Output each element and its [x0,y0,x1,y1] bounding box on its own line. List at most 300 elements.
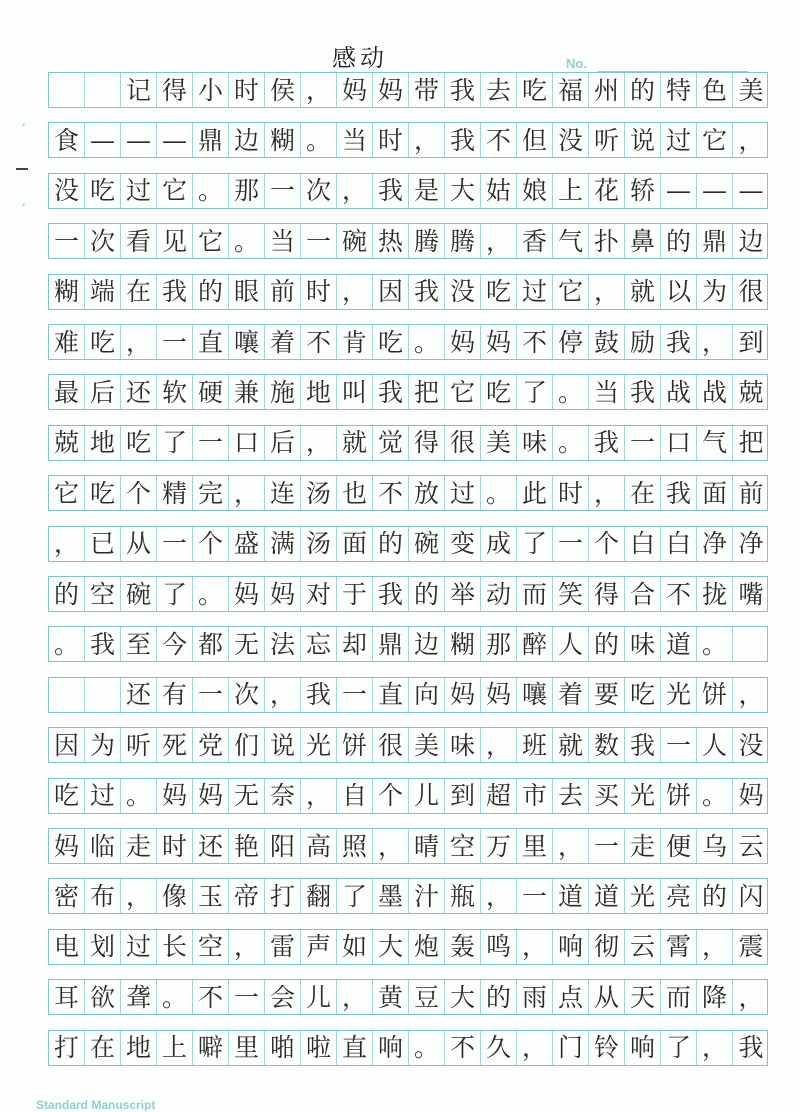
writing-grid [48,72,768,1080]
grid-cell: 于 [337,577,373,611]
grid-cell: 我 [445,73,481,107]
grid-cell: 墨 [373,879,409,913]
grid-cell: ， [589,476,625,510]
grid-cell: 是 [409,174,445,208]
grid-cell: 次 [301,174,337,208]
grid-cell: 直 [337,1031,373,1065]
grid-cell: 励 [625,325,661,359]
manuscript-row [48,929,768,965]
grid-cell: 还 [121,375,157,409]
grid-cell: 艳 [229,829,265,863]
grid-cell: 去 [553,779,589,813]
grid-cell: 叫 [337,375,373,409]
grid-cell: 肯 [337,325,373,359]
grid-cell: 一 [661,728,697,762]
grid-cell: 的 [625,73,661,107]
grid-cell: 州 [589,73,625,107]
binding-dot-bottom: • [22,200,26,210]
grid-cell: 。 [157,980,193,1014]
grid-cell: 时 [553,476,589,510]
grid-cell: 嚷 [517,678,553,712]
grid-cell: — [661,174,697,208]
grid-cell: 白 [625,527,661,561]
grid-cell: 把 [409,375,445,409]
grid-cell: 得 [157,73,193,107]
grid-cell: 看 [121,224,157,258]
grid-cell: 它 [49,476,85,510]
grid-cell: 动 [481,577,517,611]
grid-cell: 奈 [265,779,301,813]
grid-cell: 上 [157,1031,193,1065]
manuscript-row [48,274,768,310]
grid-cell: 把 [738,428,764,458]
grid-cell: ， [337,174,373,208]
grid-cell: 难 [49,325,85,359]
grid-cell: 如 [337,930,373,964]
grid-cell: 们 [229,728,265,762]
grid-cell: 妈 [265,577,301,611]
grid-cell: 软 [157,375,193,409]
grid-cell: 一 [157,325,193,359]
grid-cell: 打 [265,879,301,913]
grid-cell: ， [517,930,553,964]
grid-cell: 就 [553,728,589,762]
grid-cell: 吃 [481,375,517,409]
grid-cell: 点 [553,980,589,1014]
grid-cell: 妈 [49,829,85,863]
grid-cell: 它 [697,123,733,157]
grid-cell: 黄 [373,980,409,1014]
grid-cell: 满 [265,527,301,561]
manuscript-row [48,475,768,511]
grid-cell: 铃 [589,1031,625,1065]
grid-cell: ， [517,1031,553,1065]
grid-cell: 碗 [337,224,373,258]
grid-cell: 响 [625,1031,661,1065]
grid-cell: 鼎 [697,224,733,258]
grid-cell: 到 [445,779,481,813]
grid-cell: 吃 [481,275,517,309]
grid-cell: 轿 [625,174,661,208]
grid-cell: 美 [738,75,764,105]
grid-cell: 对 [301,577,337,611]
grid-cell: 美 [409,728,445,762]
grid-cell: 没 [49,174,85,208]
grid-cell: 而 [517,577,553,611]
grid-cell: 气 [553,224,589,258]
grid-cell: 了 [157,426,193,460]
grid-cell: 边 [229,123,265,157]
grid-cell: 从 [121,527,157,561]
grid-cell: 。 [553,426,589,460]
manuscript-row [48,979,768,1015]
grid-cell: 。 [193,174,229,208]
grid-cell: 啦 [301,1031,337,1065]
grid-cell: 门 [553,1031,589,1065]
grid-cell: 数 [589,728,625,762]
grid-cell: 口 [229,426,265,460]
grid-cell: 福 [553,73,589,107]
grid-cell: 到 [738,327,764,357]
manuscript-row [48,425,768,461]
grid-cell: 饼 [337,728,373,762]
grid-cell: 一 [229,980,265,1014]
grid-cell: ， [738,680,764,710]
grid-cell: 热 [373,224,409,258]
grid-cell: 。 [121,779,157,813]
grid-cell: 合 [625,577,661,611]
essay-title: 感动 [332,44,388,72]
manuscript-row [48,878,768,914]
grid-cell: 不 [481,123,517,157]
grid-cell: 时 [229,73,265,107]
grid-cell: ， [738,982,764,1012]
grid-cell: 道 [553,879,589,913]
grid-cell: 停 [553,325,589,359]
grid-cell: 当 [337,123,373,157]
grid-cell: 党 [193,728,229,762]
grid-cell: 我 [661,325,697,359]
grid-cell: 端 [85,275,121,309]
grid-cell [49,678,85,712]
grid-cell: 时 [301,275,337,309]
grid-cell: 吃 [85,325,121,359]
grid-cell: 儿 [409,779,445,813]
grid-cell: ， [697,930,733,964]
grid-cell: ， [738,125,764,155]
grid-cell: 面 [697,476,733,510]
grid-cell: 妈 [445,325,481,359]
grid-cell: 打 [49,1031,85,1065]
grid-cell: 味 [625,627,661,661]
grid-cell: 吃 [517,73,553,107]
grid-cell: 雨 [517,980,553,1014]
grid-cell: 侯 [265,73,301,107]
grid-cell: 不 [517,325,553,359]
grid-cell: 不 [193,980,229,1014]
manuscript-row [48,122,768,158]
grid-cell: 布 [85,879,121,913]
grid-cell: 糊 [49,275,85,309]
grid-cell: 后 [85,375,121,409]
grid-cell: 前 [265,275,301,309]
grid-cell [85,73,121,107]
grid-cell: 了 [517,375,553,409]
grid-cell: 自 [337,779,373,813]
grid-cell: 个 [589,527,625,561]
grid-cell: 吃 [121,426,157,460]
grid-cell: 今 [157,627,193,661]
grid-cell: 欲 [85,980,121,1014]
grid-cell: 至 [121,627,157,661]
grid-cell: 噼 [193,1031,229,1065]
grid-cell: 气 [697,426,733,460]
grid-cell: 瓶 [445,879,481,913]
grid-cell: 的 [409,577,445,611]
grid-cell: 它 [157,174,193,208]
grid-cell: 震 [738,932,764,962]
grid-cell: 炮 [409,930,445,964]
grid-cell: 食 [49,123,85,157]
grid-cell: 的 [697,879,733,913]
grid-cell: 一 [265,174,301,208]
grid-cell: 我 [373,375,409,409]
grid-cell: 汤 [301,527,337,561]
grid-cell: 。 [553,375,589,409]
grid-cell: 乌 [697,829,733,863]
grid-cell: 为 [697,275,733,309]
grid-cell: 里 [517,829,553,863]
grid-cell: 次 [229,678,265,712]
grid-cell: 鼓 [589,325,625,359]
grid-cell: 盛 [229,527,265,561]
manuscript-row [48,173,768,209]
grid-cell: 人 [697,728,733,762]
grid-cell: 着 [553,678,589,712]
grid-cell: 无 [229,779,265,813]
grid-cell: 不 [301,325,337,359]
grid-cell: ， [301,73,337,107]
grid-cell: 净 [697,527,733,561]
grid-cell: 妈 [157,779,193,813]
grid-cell: 小 [193,73,229,107]
grid-cell: 都 [193,627,229,661]
grid-cell: 吃 [373,325,409,359]
manuscript-row [48,324,768,360]
grid-cell: 连 [265,476,301,510]
grid-cell: 光 [625,779,661,813]
grid-cell: 后 [265,426,301,460]
grid-cell: 眼 [229,275,265,309]
grid-cell: 很 [373,728,409,762]
grid-cell: 妈 [481,678,517,712]
grid-cell: ， [121,879,157,913]
grid-cell: 也 [337,476,373,510]
grid-cell: 不 [373,476,409,510]
grid-cell: 因 [373,275,409,309]
grid-cell: 战 [661,375,697,409]
grid-cell: 饼 [661,779,697,813]
grid-cell: 妈 [229,577,265,611]
footer-label: Standard Manuscript [36,1098,156,1112]
grid-cell: 成 [481,527,517,561]
grid-cell: 了 [337,879,373,913]
grid-cell: 但 [517,123,553,157]
grid-cell: 高 [301,829,337,863]
grid-cell: 帝 [229,879,265,913]
grid-cell: 妈 [445,678,481,712]
grid-cell: 电 [49,930,85,964]
grid-cell: 不 [445,1031,481,1065]
grid-cell: 腾 [409,224,445,258]
manuscript-row [48,677,768,713]
grid-cell: 说 [265,728,301,762]
grid-cell: 过 [85,779,121,813]
grid-cell: 就 [337,426,373,460]
grid-cell: 无 [229,627,265,661]
grid-cell [85,678,121,712]
grid-cell: 长 [157,930,193,964]
grid-cell: 在 [85,1031,121,1065]
grid-cell: 班 [517,728,553,762]
grid-cell: 得 [589,577,625,611]
grid-cell: 。 [409,325,445,359]
grid-cell: 要 [589,678,625,712]
grid-cell: 白 [661,527,697,561]
grid-cell: 此 [517,476,553,510]
grid-cell: 兢 [738,377,764,407]
grid-cell: 道 [589,879,625,913]
grid-cell: 觉 [373,426,409,460]
grid-cell: 我 [157,275,193,309]
binding-dot-top: • [22,120,26,130]
grid-cell: ， [229,930,265,964]
grid-cell: ， [301,426,337,460]
grid-cell [733,627,769,661]
grid-cell: 。 [481,476,517,510]
grid-cell: 啪 [265,1031,301,1065]
grid-cell: ， [229,476,265,510]
grid-cell: 碗 [121,577,157,611]
grid-cell: 的 [481,980,517,1014]
grid-cell: 边 [738,226,764,256]
grid-cell: ， [481,224,517,258]
grid-cell [49,73,85,107]
grid-cell: 没 [738,730,764,760]
grid-cell: 得 [409,426,445,460]
grid-cell: 晴 [409,829,445,863]
grid-cell: 边 [409,627,445,661]
grid-cell: ， [373,829,409,863]
grid-cell: — [738,176,764,206]
grid-cell: 我 [625,728,661,762]
grid-cell: 地 [85,426,121,460]
grid-cell: 说 [625,123,661,157]
grid-cell: 没 [553,123,589,157]
grid-cell: 人 [553,627,589,661]
grid-cell: 次 [85,224,121,258]
grid-cell: 超 [481,779,517,813]
grid-cell: 还 [193,829,229,863]
grid-cell: 我 [373,174,409,208]
grid-cell: 响 [373,1031,409,1065]
grid-cell: 过 [661,123,697,157]
grid-cell: ， [481,728,517,762]
grid-cell: 吃 [85,476,121,510]
grid-cell: ， [697,325,733,359]
manuscript-row [48,778,768,814]
grid-cell: 兢 [49,426,85,460]
grid-cell: 空 [445,829,481,863]
grid-cell: 一 [517,879,553,913]
grid-cell: 吃 [625,678,661,712]
grid-cell: 吃 [49,779,85,813]
grid-cell: 空 [85,577,121,611]
grid-cell: 而 [661,980,697,1014]
grid-cell: 嘴 [738,579,764,609]
grid-cell: 糊 [265,123,301,157]
manuscript-row [48,374,768,410]
grid-cell: 云 [738,831,764,861]
grid-cell: 划 [85,930,121,964]
grid-cell: 糊 [445,627,481,661]
grid-cell: 翻 [301,879,337,913]
grid-cell: 我 [373,577,409,611]
grid-cell: 会 [265,980,301,1014]
grid-cell: ， [265,678,301,712]
grid-cell: 声 [301,930,337,964]
grid-cell: 听 [121,728,157,762]
grid-cell: 法 [265,627,301,661]
grid-cell: 过 [517,275,553,309]
grid-cell: 轰 [445,930,481,964]
grid-cell: 那 [481,627,517,661]
grid-cell: 饼 [697,678,733,712]
grid-cell: 过 [445,476,481,510]
grid-cell: 很 [738,277,764,307]
grid-cell: 不 [661,577,697,611]
grid-cell: 。 [697,627,733,661]
grid-cell: 大 [373,930,409,964]
grid-cell: ， [337,275,373,309]
grid-cell: 一 [337,678,373,712]
grid-cell: 耳 [49,980,85,1014]
grid-cell: 一 [157,527,193,561]
grid-cell: 光 [625,879,661,913]
grid-cell: 娘 [517,174,553,208]
grid-cell: 味 [445,728,481,762]
grid-cell: 天 [625,980,661,1014]
grid-cell: 带 [409,73,445,107]
grid-cell: 净 [738,529,764,559]
grid-cell: 的 [193,275,229,309]
manuscript-row [48,72,768,108]
grid-cell: 照 [337,829,373,863]
grid-cell: 色 [697,73,733,107]
grid-cell: 密 [49,879,85,913]
grid-cell: 嚷 [229,325,265,359]
grid-cell: 香 [517,224,553,258]
grid-cell: 闪 [738,881,764,911]
grid-cell: 了 [157,577,193,611]
grid-cell: 见 [157,224,193,258]
grid-cell: — [157,123,193,157]
grid-cell: 阳 [265,829,301,863]
grid-cell: 放 [409,476,445,510]
grid-cell: ， [697,1031,733,1065]
page-number-label: No. [566,56,587,71]
grid-cell: 很 [445,426,481,460]
grid-cell: 碗 [409,527,445,561]
grid-cell: 兼 [229,375,265,409]
grid-cell: 久 [481,1031,517,1065]
grid-cell: 变 [445,527,481,561]
grid-cell: 玉 [193,879,229,913]
grid-cell: 一 [193,678,229,712]
grid-cell: 举 [445,577,481,611]
grid-cell: 有 [157,678,193,712]
grid-cell: 美 [481,426,517,460]
grid-cell: 记 [121,73,157,107]
grid-cell: 去 [481,73,517,107]
grid-cell: 完 [193,476,229,510]
grid-cell: ， [589,275,625,309]
grid-cell: ， [337,980,373,1014]
grid-cell: 道 [661,627,697,661]
grid-cell: 听 [589,123,625,157]
manuscript-row [48,727,768,763]
grid-cell: 光 [301,728,337,762]
